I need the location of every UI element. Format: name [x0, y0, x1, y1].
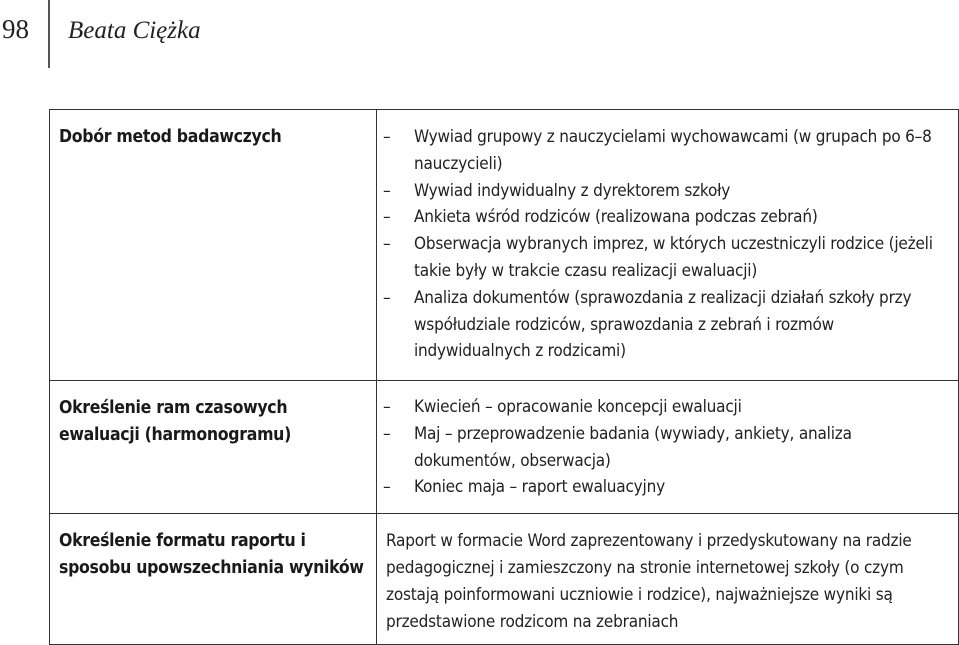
page-header [0, 0, 959, 70]
row-label-report-format: Określenie formatu raportu i sposobu upowszechniania wyników [59, 531, 364, 579]
row-label-timeframe: Określenie ram czasowych ewaluacji (harmonogramu) [59, 398, 291, 445]
list-item: – Ankieta wśród rodziców (realizowana podczas zebrań) [383, 204, 952, 231]
list-item: – Wywiad indywidualny z dyrektorem szkoły [383, 178, 952, 205]
schedule-list [383, 394, 952, 501]
list-item: – Wywiad grupowy z nauczycielami wychowawcami (w grupach po 6–8 nauczycieli) [383, 124, 952, 178]
label-cell [50, 381, 377, 514]
table-row [50, 381, 959, 514]
label-cell [50, 514, 377, 645]
list-item: – Kwiecień – opracowanie koncepcji ewaluacji [383, 394, 952, 421]
list-item: – Koniec maja – raport ewaluacyjny [383, 474, 952, 501]
label-cell [50, 110, 377, 381]
content-cell [377, 381, 959, 514]
list-item: – Obserwacja wybranych imprez, w których uczestniczyli rodzice (jeżeli takie były w trakcie czasu realizacji ewaluacji) [383, 231, 952, 285]
content-cell [377, 514, 959, 645]
header-divider [48, 0, 50, 68]
list-item: – Analiza dokumentów (sprawozdania z realizacji działań szkoły przy współudziale rodziców, sprawozdania z zebrań i rozmów indywidualnych z rodzicami) [383, 285, 952, 365]
report-description: Raport w formacie Word zaprezentowany i przedyskutowany na radzie pedagogicznej i zamieszczony na stronie internetowej szkoły (o czym zostają poinformowani uczniowie i rodzice), najważniejsze wyniki są przedstawione rodzicom na zebraniach [386, 531, 912, 632]
running-header-author: Beata Ciężka [68, 17, 201, 44]
row-label-research-methods: Dobór metod badawczych [59, 127, 282, 147]
list-item: – Maj – przeprowadzenie badania (wywiady, ankiety, analiza dokumentów, obserwacja) [383, 421, 952, 475]
evaluation-plan-table [49, 109, 959, 645]
methods-list [383, 124, 952, 365]
content-cell [377, 110, 959, 381]
table-row [50, 110, 959, 381]
page-number: 98 [2, 14, 29, 44]
table-row [50, 514, 959, 645]
